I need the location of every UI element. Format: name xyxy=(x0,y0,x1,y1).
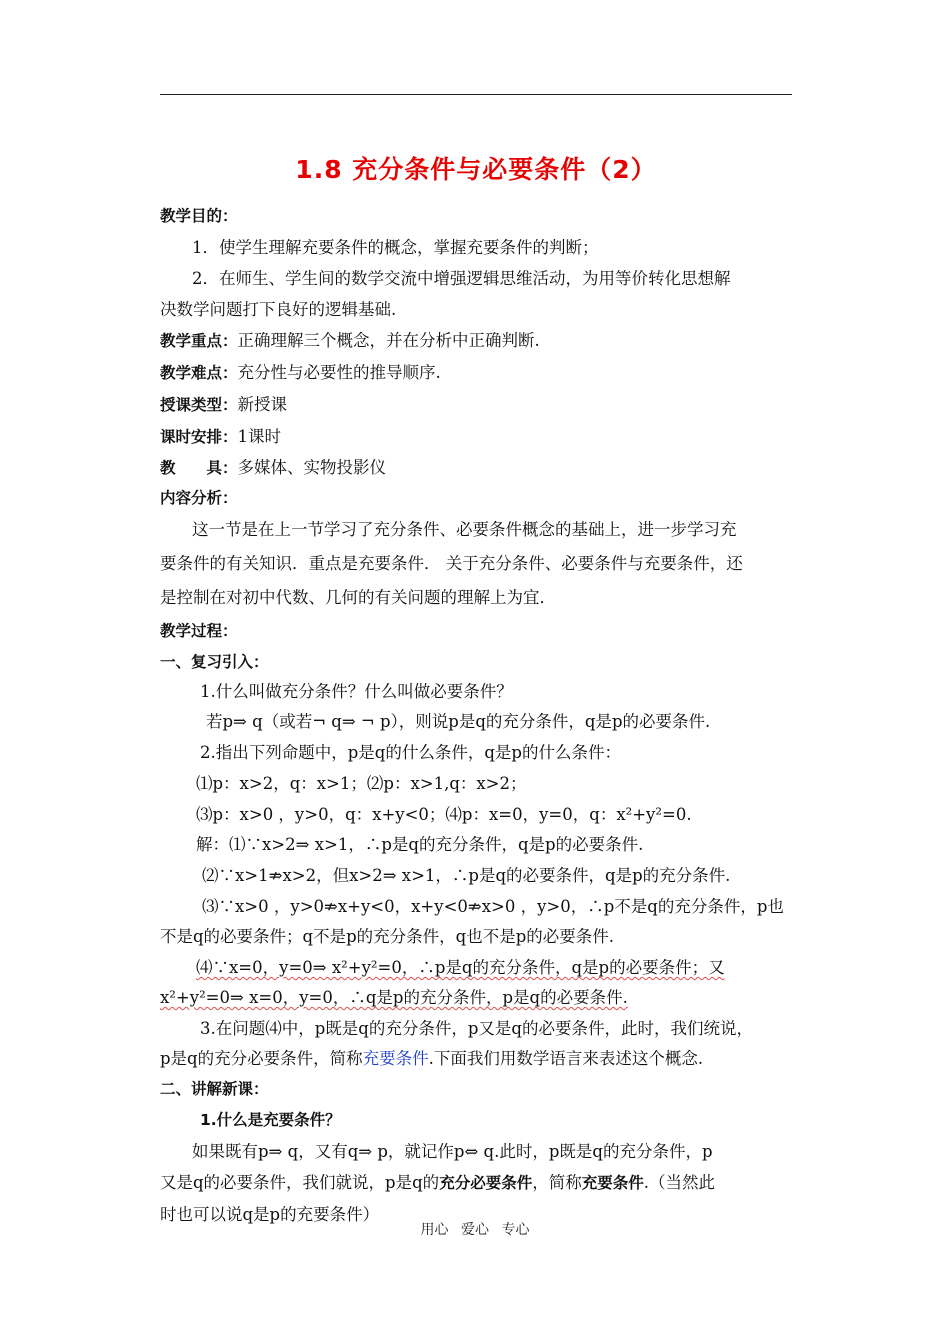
solution-line: x²+y²=0⇒ x=0，y=0，∴q是p的充分条件，p是q的必要条件. xyxy=(160,988,628,1007)
review-heading: 一、复习引入： xyxy=(160,653,269,671)
review-q3: 3.在问题⑷中，p既是q的充分条件，p又是q的必要条件，此时，我们统说， xyxy=(200,1019,753,1038)
new-lesson-line: 又是q的必要条件，我们就说，p是q的充分必要条件，简称充要条件.（当然此 xyxy=(160,1173,715,1192)
objective-item: 2．在师生、学生间的数学交流中增强逻辑思维活动，为用等价转化思想解 xyxy=(192,269,731,288)
key-point: 教学重点：正确理解三个概念，并在分析中正确判断. xyxy=(160,331,540,350)
review-definition: 若p⇒ q（或若¬ q⇒ ¬ p），则说p是q的充分条件，q是p的必要条件. xyxy=(206,712,711,731)
review-q1: 1.什么叫做充分条件？什么叫做必要条件？ xyxy=(200,682,513,701)
analysis-line: 这一节是在上一节学习了充分条件、必要条件概念的基础上，进一步学习充 xyxy=(192,520,737,539)
solution-line: 不是q的必要条件；q不是p的充分条件，q也不是p的必要条件. xyxy=(160,927,615,946)
lesson-type: 授课类型：新授课 xyxy=(160,395,288,414)
proposition-line: ⑴p：x>2，q：x>1；⑵p：x>1,q：x>2； xyxy=(196,774,527,793)
term-link: 充要条件 xyxy=(362,1049,429,1068)
new-lesson-heading: 二、讲解新课： xyxy=(160,1080,269,1098)
solution-line: 解：⑴∵x>2⇒ x>1，∴p是q的充分条件，q是p的必要条件. xyxy=(196,835,644,854)
solution-line: ⑵∵x>1⇏x>2，但x>2⇒ x>1，∴p是q的必要条件，q是p的充分条件. xyxy=(202,866,731,885)
header-rule xyxy=(160,94,792,95)
new-lesson-line: 时也可以说q是p的充要条件） xyxy=(160,1205,380,1224)
document-body xyxy=(160,200,792,1230)
analysis-line: 是控制在对初中代数、几何的有关问题的理解上为宜． xyxy=(160,588,556,607)
review-q3-cont: p是q的充分必要条件，简称充要条件.下面我们用数学语言来表述这个概念. xyxy=(160,1049,704,1068)
analysis-line: 要条件的有关知识．重点是充要条件． 关于充分条件、必要条件与充要条件，还 xyxy=(160,554,743,573)
difficulty: 教学难点：充分性与必要性的推导顺序. xyxy=(160,363,441,382)
objectives-label: 教学目的： xyxy=(160,207,238,225)
new-lesson-line: 如果既有p⇒ q，又有q⇒ p，就记作p⇔ q.此时，p既是q的充分条件，p xyxy=(192,1142,713,1161)
analysis-label: 内容分析： xyxy=(160,489,238,507)
review-q2: 2.指出下列命题中，p是q的什么条件，q是p的什么条件： xyxy=(200,743,621,762)
proposition-line: ⑶p：x>0 ，y>0，q：x+y<0；⑷p：x=0，y=0，q：x²+y²=0. xyxy=(196,805,692,824)
page-title: 1.8 充分条件与必要条件（2） xyxy=(295,155,657,184)
tools: 教 具：多媒体、实物投影仪 xyxy=(160,458,387,477)
new-lesson-sub: 1.什么是充要条件？ xyxy=(200,1111,341,1129)
objective-item: 决数学问题打下良好的逻辑基础. xyxy=(160,300,397,319)
schedule: 课时安排：1课时 xyxy=(160,427,282,446)
objective-item: 1．使学生理解充要条件的概念，掌握充要条件的判断； xyxy=(192,238,599,257)
solution-line: ⑶∵x>0 ，y>0⇏x+y<0，x+y<0⇏x>0 ，y>0，∴p不是q的充分条件，p也 xyxy=(202,897,784,916)
solution-line: ⑷∵x=0，y=0⇒ x²+y²=0，∴p是q的充分条件，q是p的必要条件；又 xyxy=(196,958,725,977)
process-label: 教学过程： xyxy=(160,622,238,640)
page-footer: 用心 爱心 专心 xyxy=(420,1222,530,1238)
